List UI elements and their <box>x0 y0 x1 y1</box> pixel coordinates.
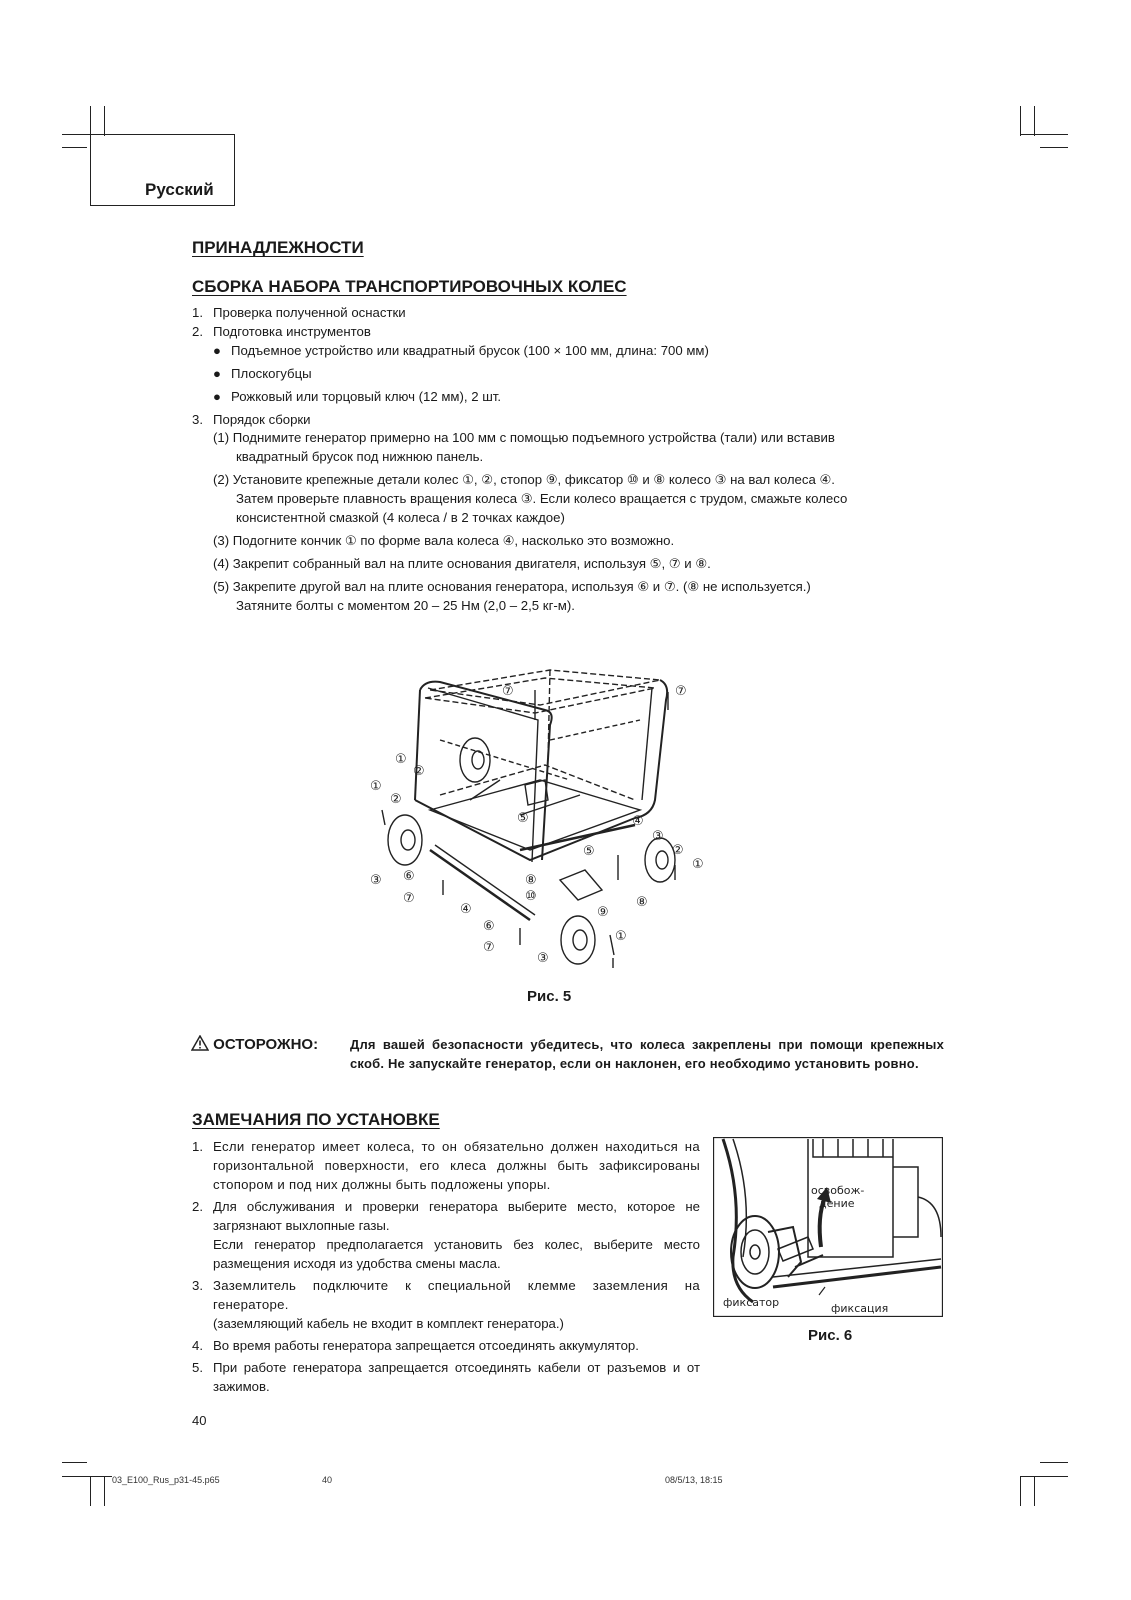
callout-1-right: ① <box>692 857 704 872</box>
note-5: 5. При работе генератора запрещается отсоединять кабели от разъемов и от зажимов. <box>192 1360 700 1394</box>
step-5-line-1: (5) Закрепите другой вал на плите основания генератора, используя ⑥ и ⑦. (⑧ не используется.) <box>213 579 811 594</box>
assembly-item-2: 2. Подготовка инструментов <box>192 324 371 339</box>
callout-7-bottom: ⑦ <box>483 940 495 955</box>
step-2-line-2: Затем проверьте плавность вращения колеса ③. Если колесо вращается с трудом, смажьте колесо <box>236 491 848 506</box>
callout-1-left-upper: ① <box>395 752 407 767</box>
footer-page: 40 <box>322 1475 333 1485</box>
footer-date: 08/5/13, 18:15 <box>665 1475 723 1485</box>
figure-6-wheel-lock-diagram <box>713 1137 943 1317</box>
callout-6-bottom: ⑥ <box>483 919 495 934</box>
callout-5-right: ⑤ <box>583 844 595 859</box>
label-release-2: дение <box>819 1197 855 1210</box>
note-3: 3. Заземлитель подключите к специальной клемме заземления на генераторе. (заземляющий кабель не входит в комплект генератора.) <box>192 1278 700 1331</box>
callout-4-right: ④ <box>632 814 644 829</box>
page-number: 40 <box>192 1413 207 1428</box>
figure-5-caption: Рис. 5 <box>527 988 572 1005</box>
callout-4-left: ④ <box>460 902 472 917</box>
callout-3-right: ③ <box>652 829 664 844</box>
footer-file: 03_E100_Rus_p31-45.p65 <box>112 1475 220 1485</box>
callout-8-right: ⑧ <box>636 895 648 910</box>
step-3: (3) Подогните кончик ① по форме вала колеса ④, насколько это возможно. <box>213 533 675 548</box>
language-tab-label: Русский <box>145 180 214 199</box>
heading-accessories: ПРИНАДЛЕЖНОСТИ <box>192 238 364 257</box>
heading-install-notes: ЗАМЕЧАНИЯ ПО УСТАНОВКЕ <box>192 1110 440 1129</box>
callout-3-left: ③ <box>370 873 382 888</box>
callout-2-left-upper: ② <box>413 764 425 779</box>
step-1-line-1: (1) Поднимите генератор примерно на 100 мм с помощью подъемного устройства (тали) или вставив <box>213 430 835 445</box>
callout-2-right: ② <box>672 843 684 858</box>
label-release-1: освобож- <box>811 1184 865 1197</box>
bullet-pliers: ● Плоскогубцы <box>213 366 312 381</box>
step-4: (4) Закрепит собранный вал на плите основания двигателя, используя ⑤, ⑦ и ⑧. <box>213 556 711 571</box>
note-2: 2. Для обслуживания и проверки генератора выберите место, которое не загрязнают выхлопные газы. Если генератор предполагается установить без колес, выберите место размещения исходя из удобства смены масла. <box>192 1199 700 1271</box>
step-2-line-3: консистентной смазкой (4 колеса / в 2 точках каждое) <box>236 510 565 525</box>
warning-text: Для вашей безопасности убедитесь, что колеса закреплены при помощи крепежных скоб. Не запускайте генератор, если он наклонен, его необходимо установить ровно. <box>350 1037 944 1071</box>
install-notes-list <box>192 1137 700 1399</box>
bullet-icon: ● <box>213 343 221 358</box>
label-lock: фиксация <box>831 1302 889 1315</box>
callout-8-center: ⑧ <box>525 873 537 888</box>
bullet-lifting-device: ● Подъемное устройство или квадратный брусок (100 × 100 мм, длина: 700 мм) <box>213 343 709 358</box>
label-stopper: фиксатор <box>723 1296 780 1309</box>
warning-title: ОСТОРОЖНО: <box>191 1035 318 1053</box>
callout-7-left: ⑦ <box>403 891 415 906</box>
bullet-icon: ● <box>213 389 221 404</box>
callout-5-center: ⑤ <box>517 811 529 826</box>
step-2-line-1: (2) Установите крепежные детали колес ①, ②, стопор ⑨, фиксатор ⑩ и ⑧ колесо ③ на вал колеса ④. <box>213 472 835 487</box>
callout-7-top: ⑦ <box>502 684 514 699</box>
step-1-line-2: квадратный брусок под нижнюю панель. <box>236 449 484 464</box>
callout-1-left: ① <box>370 779 382 794</box>
bullet-icon: ● <box>213 366 221 381</box>
warning-triangle-icon <box>191 1035 209 1051</box>
callout-7-right: ⑦ <box>675 684 687 699</box>
assembly-item-3: 3. Порядок сборки <box>192 412 311 427</box>
callout-9-right: ⑨ <box>597 905 609 920</box>
callout-3-bottom: ③ <box>537 951 549 966</box>
assembly-item-1: 1. Проверка полученной оснастки <box>192 305 406 320</box>
bullet-wrench: ● Рожковый или торцовый ключ (12 мм), 2 шт. <box>213 389 502 404</box>
callout-6-left: ⑥ <box>403 869 415 884</box>
callout-10-center: ⑩ <box>525 889 537 904</box>
note-1: 1. Если генератор имеет колеса, то он обязательно должен находиться на горизонтальной поверхности, его клеса должны быть зафиксированы стопором и под них должны быть подложены упоры. <box>192 1139 700 1192</box>
callout-1-bottom: ① <box>615 929 627 944</box>
figure-6-caption: Рис. 6 <box>808 1327 853 1344</box>
callout-2-left: ② <box>390 792 402 807</box>
figure-5-wheel-kit-diagram <box>370 650 740 990</box>
step-5-line-2: Затяните болты с моментом 20 – 25 Нм (2,0 – 2,5 кг-м). <box>236 598 575 613</box>
note-4: 4. Во время работы генератора запрещается отсоединять аккумулятор. <box>192 1338 639 1353</box>
heading-wheel-kit: СБОРКА НАБОРА ТРАНСПОРТИРОВОЧНЫХ КОЛЕС <box>192 277 627 296</box>
